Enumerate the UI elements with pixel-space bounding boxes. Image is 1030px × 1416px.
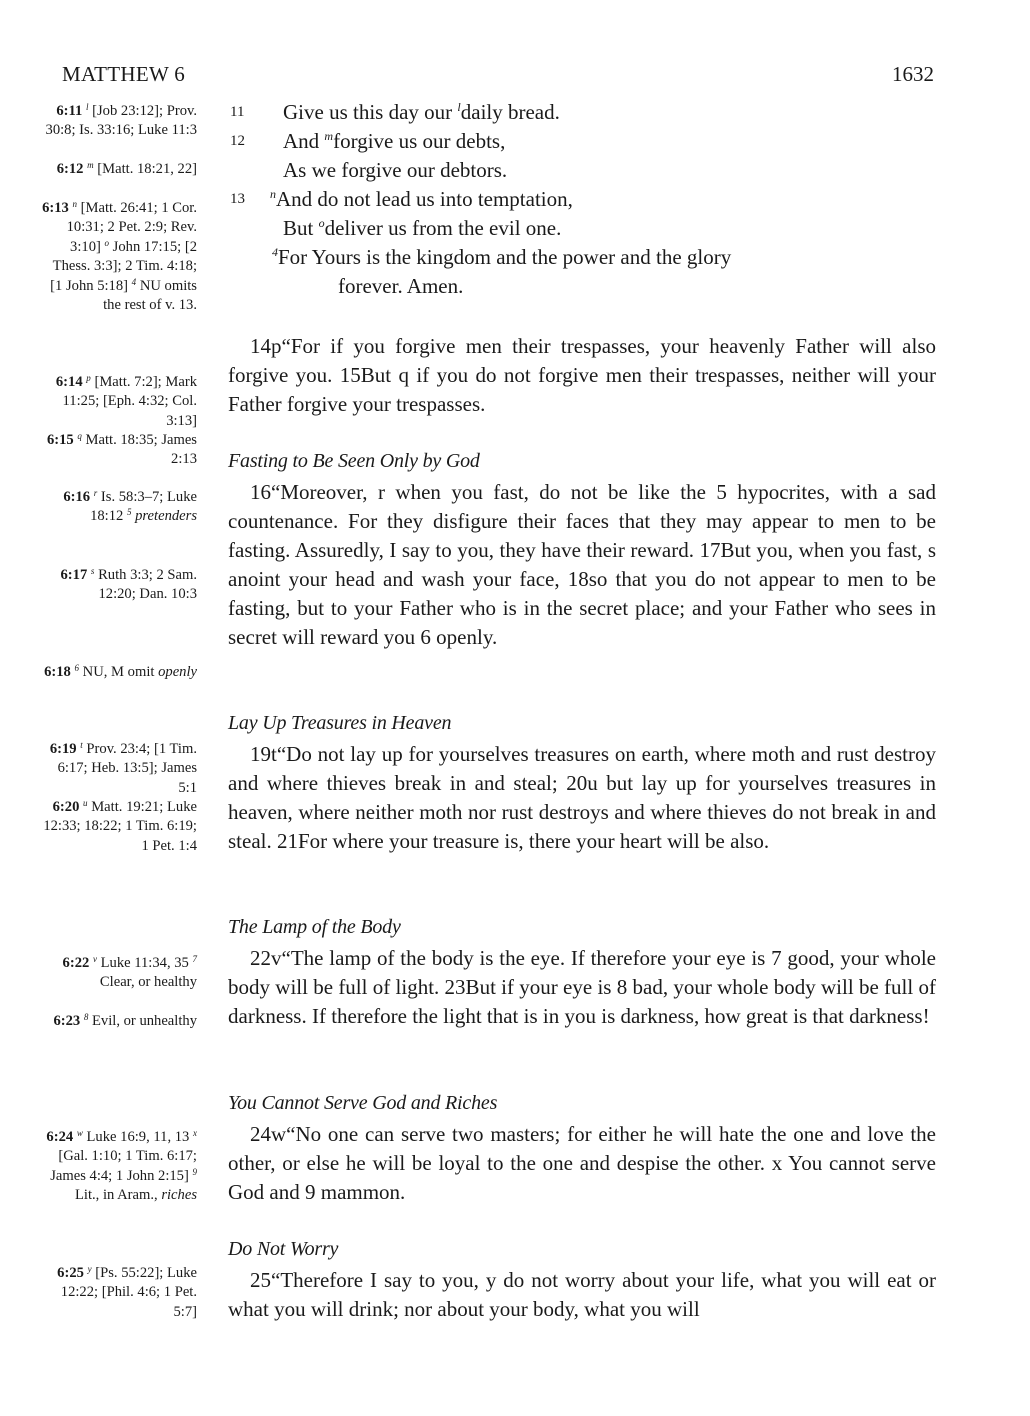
paragraph-v22-23: 22v“The lamp of the body is the eye. If therefore your eye is 7 good, your whole body will be full of light. 23But if your eye is 8 bad, your whole body will be full of darkness. If therefore the light that is in you is darkness, how great is that darkness!: [228, 946, 936, 1029]
section-heading-lamp: The Lamp of the Body: [228, 916, 401, 938]
note-6-19: 6:19 $^t$ Prov. 23:4; [1 Tim. 6:17; Heb. 13:5]; James 5:1: [49, 740, 197, 796]
verse-number: 11: [230, 104, 245, 120]
note-6-24: 6:24 $^w$ Luke 16:9, 11, 13 $^x$ [Gal. 1:10; 1 Tim. 6:17; James 4:4; 1 John 2:15] $^9$ Lit., in Aram., riches: [46, 1128, 197, 1204]
poem-line: 12 And $^m$forgive us our debts,: [228, 127, 936, 156]
note-6-16: 6:16 $^r$ Is. 58:3–7; Luke 18:12 $^5$ pretenders: [63, 488, 197, 525]
poem-line: As we forgive our debtors.: [283, 158, 508, 182]
poem-line: But $^o$deliver us from the evil one.: [283, 216, 562, 240]
section-heading-riches: You Cannot Serve God and Riches: [228, 1092, 498, 1114]
note-6-12: 6:12 $^m$ [Matt. 18:21, 22]: [56, 160, 197, 177]
note-6-17: 6:17 $^s$ Ruth 3:3; 2 Sam. 12:20; Dan. 10:3: [60, 566, 197, 603]
note-6-23: 6:23 $^8$ Evil, or unhealthy: [53, 1012, 197, 1029]
poem-line: $^4$For Yours is the kingdom and the power and the glory: [272, 245, 732, 269]
note-6-20: 6:20 $^u$ Matt. 19:21; Luke 12:33; 18:22; 1 Tim. 6:19; 1 Pet. 1:4: [43, 798, 197, 854]
paragraph-v24: 24w“No one can serve two masters; for either he will hate the one and love the other, or else he will be loyal to the one and despise the other. x You cannot serve God and 9 mammon.: [228, 1122, 936, 1205]
verse-number: 12: [230, 133, 245, 149]
paragraph-v14-15: 14p“For if you forgive men their trespasses, your heavenly Father will also forgive you. 15But q if you do not forgive men their trespasses, neither will your Father forgive your trespasses.: [228, 334, 936, 417]
note-6-13: 6:13 $^n$ [Matt. 26:41; 1 Cor. 10:31; 2 Pet. 2:9; Rev. 3:10] $^o$ John 17:15; [2 Thess. 3:3]; 2 Tim. 4:18; [1 John 5:18] $^4$ NU omits the rest of v. 13.: [42, 199, 197, 314]
poem-line: 11 Give us this day our $^l$daily bread.: [228, 98, 936, 127]
book-chapter-header: MATTHEW 6: [62, 62, 186, 86]
poem-line: forever. Amen.: [338, 274, 464, 298]
paragraph-v19-21: 19t“Do not lay up for yourselves treasures on earth, where moth and rust destroy and where thieves break in and steal; 20u but lay up for yourselves treasures in heaven, where neither moth nor rust destroys and where thieves do not break in and steal. 21For where your treasure is, there your heart will be also.: [228, 742, 936, 854]
paragraph-v25: 25“Therefore I say to you, y do not worry about your life, what you will eat or what you will drink; nor about your body, what you will: [228, 1268, 936, 1322]
note-6-22: 6:22 $^v$ Luke 11:34, 35 $^7$ Clear, or healthy: [62, 954, 197, 991]
paragraph-v16-18: 16“Moreover, r when you fast, do not be like the 5 hypocrites, with a sad countenance. For they disfigure their faces that they may appear to men to be fasting. Assuredly, I say to you, they have their reward. 17But you, when you fast, s anoint your head and wash your face, 18so that you do not appear to men to be fasting, but to your Father who is in the secret place; and your Father who sees in secret will reward you 6 openly.: [228, 480, 936, 650]
note-6-11: 6:11 $^l$ [Job 23:12]; Prov. 30:8; Is. 33:16; Luke 11:3: [45, 102, 197, 139]
note-6-18: 6:18 $^6$ NU, M omit openly: [44, 663, 197, 680]
note-6-25: 6:25 $^y$ [Ps. 55:22]; Luke 12:22; [Phil. 4:6; 1 Pet. 5:7]: [57, 1264, 197, 1320]
poem-line: 13 $^n$And do not lead us into temptation,: [228, 185, 936, 214]
note-6-15: 6:15 $^q$ Matt. 18:35; James 2:13: [46, 431, 197, 468]
page-number: 1632: [892, 62, 934, 86]
verse-number: 13: [230, 191, 245, 207]
section-heading-fasting: Fasting to Be Seen Only by God: [228, 450, 480, 472]
prayer-poem: [228, 98, 936, 301]
section-heading-worry: Do Not Worry: [228, 1238, 339, 1260]
note-6-14: 6:14 $^p$ [Matt. 7:2]; Mark 11:25; [Eph. 4:32; Col. 3:13]: [55, 373, 197, 429]
section-heading-treasures: Lay Up Treasures in Heaven: [228, 712, 452, 734]
